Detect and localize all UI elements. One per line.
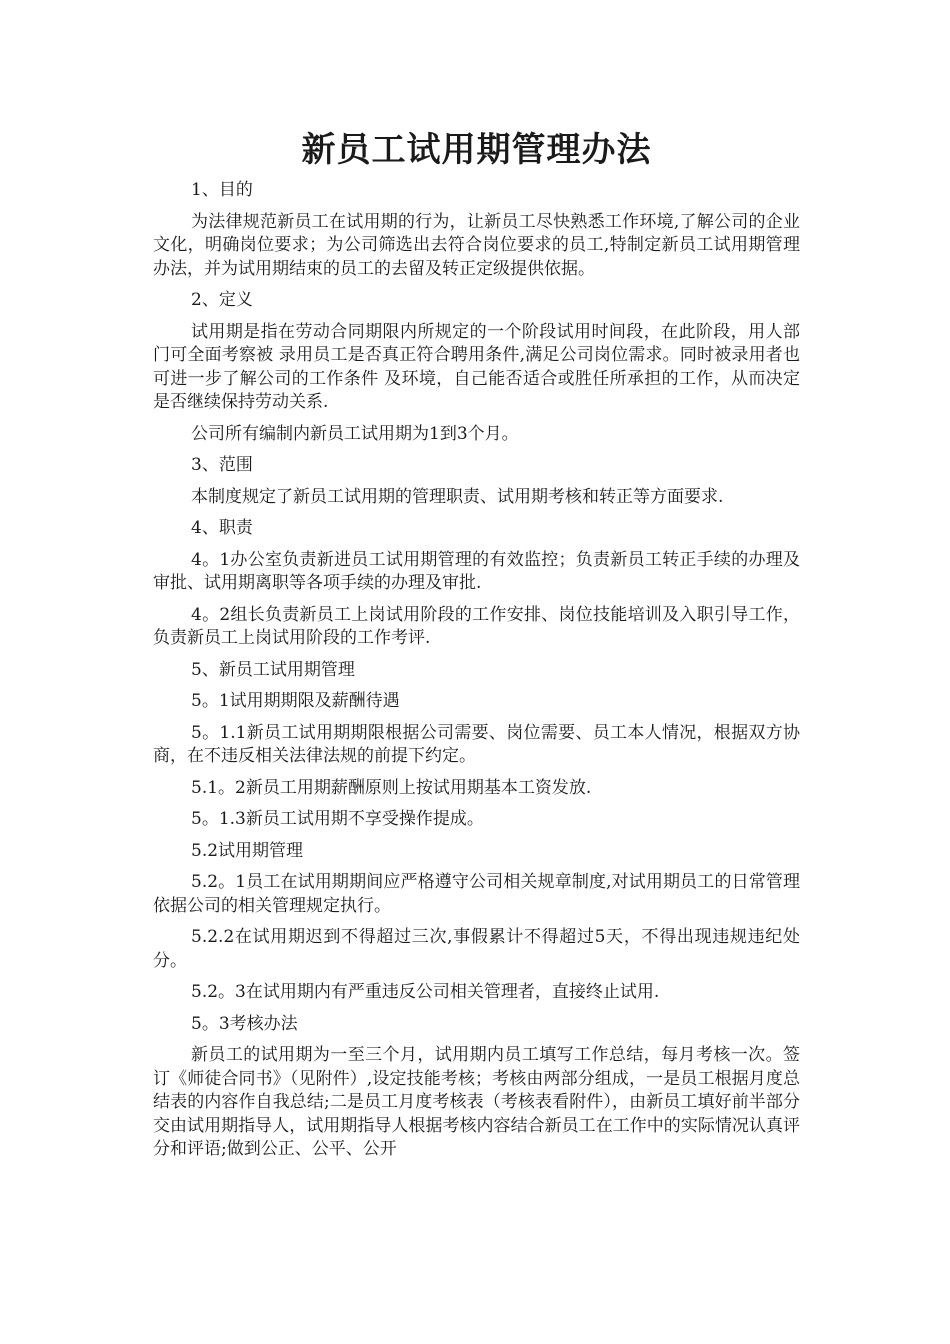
paragraph-assessment: 新员工的试用期为一至三个月，试用期内员工填写工作总结，每月考核一次。签订《师徒合同书》（见附件）,设定技能考核；考核由两部分组成，一是员工根据月度总结表的内容作自我总结;二是员工月度考核表（考核表看附件），由新员工填好前半部分交由试用期指导人，试用期指导人根据考核内容结合新员工在工作中的实际情况认真评分和评语;做到公正、公平、公开: [153, 1045, 800, 1159]
subsection-heading-5-3: 5。3考核办法: [191, 1013, 298, 1034]
paragraph-purpose: 为法律规范新员工在试用期的行为，让新员工尽快熟悉工作环境,了解公司的企业文化，明确岗位要求；为公司筛选出去符合岗位要求的员工,特制定新员工试用期管理办法，并为试用期结束的员工的去留及转正定级提供依据。: [153, 211, 800, 279]
paragraph-duty-4-1: 4。1办公室负责新进员工试用期管理的有效监控；负责新员工转正手续的办理及审批、试用期离职等各项手续的办理及审批.: [153, 549, 800, 593]
subsection-heading-5-1: 5。1试用期期限及薪酬待遇: [191, 691, 400, 711]
subsection-heading-5-2: 5.2试用期管理: [191, 840, 304, 861]
paragraph-5-1-1: 5。1.1新员工试用期期限根据公司需要、岗位需要、员工本人情况，根据双方协商，在不违反相关法律法规的前提下约定。: [153, 722, 800, 766]
paragraph-definition: 试用期是指在劳动合同期限内所规定的一个阶段试用时间段，在此阶段，用人部门可全面考察被 录用员工是否真正符合聘用条件,满足公司岗位需求。同时被录用者也可进一步了解公司的工作条件 及环境，自己能否适合或胜任所承担的工作，从而决定是否继续保持劳动关系.: [153, 321, 800, 412]
section-heading-purpose: 1、目的: [191, 180, 253, 200]
paragraph-probation-length: 公司所有编制内新员工试用期为1到3个月。: [191, 423, 519, 444]
section-heading-scope: 3、范围: [191, 455, 253, 475]
section-heading-duties: 4、职责: [191, 518, 253, 538]
document-title: 新员工试用期管理办法: [301, 130, 652, 170]
paragraph-duty-4-2: 4。2组长负责新员工上岗试用阶段的工作安排、岗位技能培训及入职引导工作，负责新员工上岗试用阶段的工作考评.: [153, 604, 800, 648]
section-heading-management: 5、新员工试用期管理: [191, 659, 355, 680]
document-page: [153, 118, 800, 1170]
paragraph-scope: 本制度规定了新员工试用期的管理职责、试用期考核和转正等方面要求.: [191, 486, 724, 507]
paragraph-5-2-2: 5.2.2在试用期迟到不得超过三次,事假累计不得超过5天，不得出现违规违纪处分。: [153, 927, 800, 971]
section-heading-definition: 2、定义: [191, 290, 253, 310]
paragraph-5-2-3: 5.2。3在试用期内有严重违反公司相关管理者，直接终止试用.: [191, 982, 660, 1002]
paragraph-5-2-1: 5.2。1员工在试用期期间应严格遵守公司相关规章制度,对试用期员工的日常管理依据公司的相关管理规定执行。: [153, 872, 800, 916]
paragraph-5-1-2: 5.1。2新员工用期薪酬原则上按试用期基本工资发放.: [191, 777, 592, 798]
paragraph-5-1-3: 5。1.3新员工试用期不享受操作提成。: [191, 809, 484, 829]
